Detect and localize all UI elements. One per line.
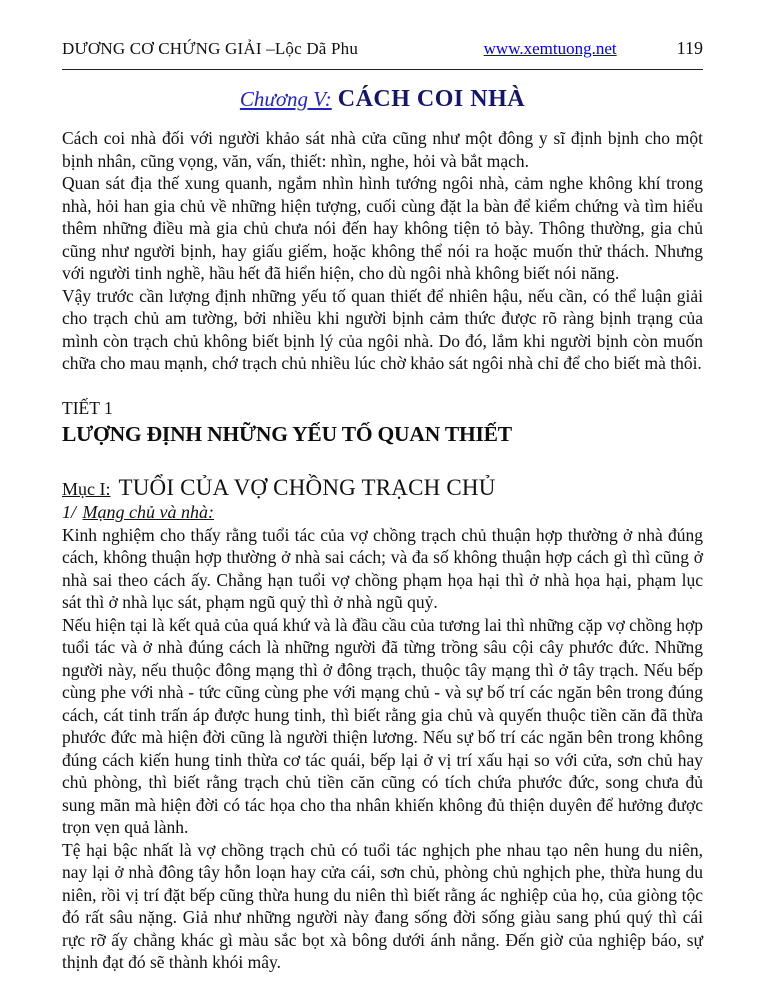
spacer xyxy=(62,375,703,391)
chapter-title: CÁCH COI NHÀ xyxy=(337,86,526,112)
muc-title: TUỔI CỦA VỢ CHỒNG TRẠCH CHỦ xyxy=(118,474,496,500)
intro-paragraph-3: Vậy trước cần lượng định những yếu tố quan thiết để nhiên hậu, nếu cần, có thể luận giải cho trạch chủ am tường, bởi nhiều khi người bịnh cảm thức được rõ ràng bịnh trạng của mình còn trạch chủ không biết bịnh lý của ngôi nhà. Do đó, lắm khi người bịnh còn muốn chữa cho mau mạnh, chớ trạch chủ nhiều lúc chờ khảo sát ngôi nhà chỉ để cho biết mà thôi. xyxy=(62,285,703,373)
section-paragraph-2: Nếu hiện tại là kết quả của quá khứ và là đầu cầu của tương lai thì những cặp vợ chồng hợp tuổi tác và ở nhà đúng cách là những người đã từng trồng sâu cội cây phước đức. Những người này, nếu thuộc đông mạng thì ở đông trạch, thuộc tây mạng thì ở tây trạch. Nếu bếp cùng phe với nhà - tức cũng cùng phe với mạng chủ - và sự bố trí các ngăn bên trong đúng cách, cát tinh trấn áp được hung tinh, thì biết rằng gia chủ và quyến thuộc tiền căn đã thừa phước đức mà hiện đời cũng là người thiện lương. Nếu sự bố trí các ngăn bên trong không đúng cách kiến hung tinh thừa cơ tác quái, bếp lại ở vị trí xấu hại so với cửa, sơn chủ hay chủ phòng, thì biết rằng trạch chủ tiền căn cũng có tích chứa phước đức, song chưa đủ sung mãn mà hiện đời có tác họa cho tha nhân khiến không đủ thiện duyên để hưởng được trọn vẹn quả lành. xyxy=(62,614,703,837)
page-body xyxy=(62,127,703,974)
website-link[interactable]: www.xemtuong.net xyxy=(483,39,617,58)
section-heading: LƯỢNG ĐỊNH NHỮNG YẾU TỐ QUAN THIẾT xyxy=(62,421,512,446)
section-paragraph-3: Tệ hại bậc nhất là vợ chồng trạch chủ có tuổi tác nghịch phe nhau tạo nên hung du niên, nay lại ở nhà đông tây hỗn loạn hay cửa cái, sơn chủ, phòng chủ nghịch phe, thừa hung du niên, rồi vị trí đặt bếp cũng thừa hung du niên thì biết rằng ác nghiệp của họ, của giòng tộc đó rất sâu nặng. Giả như những người này đang sống đời sống giàu sang phú quý thì cái rực rỡ ấy chẳng khác gì màu sắc bọt xà bông dưới ánh nắng. Đến giờ của nghiệp báo, sự thịnh đạt đó sẽ thành khói mây. xyxy=(62,839,703,972)
section-paragraph-1: Kinh nghiệm cho thấy rằng tuổi tác của vợ chồng trạch chủ thuận hợp thường ở nhà đúng cách, không thuận hợp thường ở nhà sai cách; và đa số không thuận hợp cách gì thì cũng ở nhà sai theo cách ấy. Chẳng hạn tuổi vợ chồng phạm họa hại thì ở nhà họa hại, phạm lục sát thì ở nhà lục sát, phạm ngũ quỷ thì ở nhà ngũ quỷ. xyxy=(62,524,703,612)
subsection-label-line xyxy=(62,501,703,523)
subsection-number: 1/ xyxy=(62,501,77,522)
intro-paragraph-2: Quan sát địa thế xung quanh, ngắm nhìn hình tướng ngôi nhà, cảm nghe không khí trong nhà, hỏi han gia chủ về những hiện tượng, cuối cùng đặt la bàn để kiểm chứng và tìm hiểu thêm những điều mà gia chủ chưa nói đến hay không tiện tỏ bày. Thông thường, gia chủ cũng như người bịnh, hay giấu giếm, hoặc không thể nói ra hoặc muốn thử thách. Nhưng với người tinh nghề, hầu hết đã hiển hiện, cho dù ngôi nhà không biết nói năng. xyxy=(62,173,703,283)
page-header xyxy=(62,38,703,70)
chapter-title-line xyxy=(62,86,703,113)
page-number: 119 xyxy=(676,38,703,58)
chapter-label: Chương V: xyxy=(239,87,332,111)
section-number: TIẾT 1 xyxy=(62,397,113,418)
intro-paragraph-1: Cách coi nhà đối với người khảo sát nhà cửa cũng như một đông y sĩ định bịnh cho một bịnh nhân, cũng vọng, văn, vấn, thiết: nhìn, nghe, hỏi và bắt mạch. xyxy=(62,128,703,171)
book-title: DƯƠNG CƠ CHỨNG GIẢI –Lộc Dã Phu xyxy=(62,39,359,58)
muc-label: Mục I: xyxy=(62,478,111,499)
header-right-group xyxy=(484,38,703,59)
muc-heading-line xyxy=(62,475,703,501)
subsection-title: Mạng chủ và nhà: xyxy=(82,501,214,522)
